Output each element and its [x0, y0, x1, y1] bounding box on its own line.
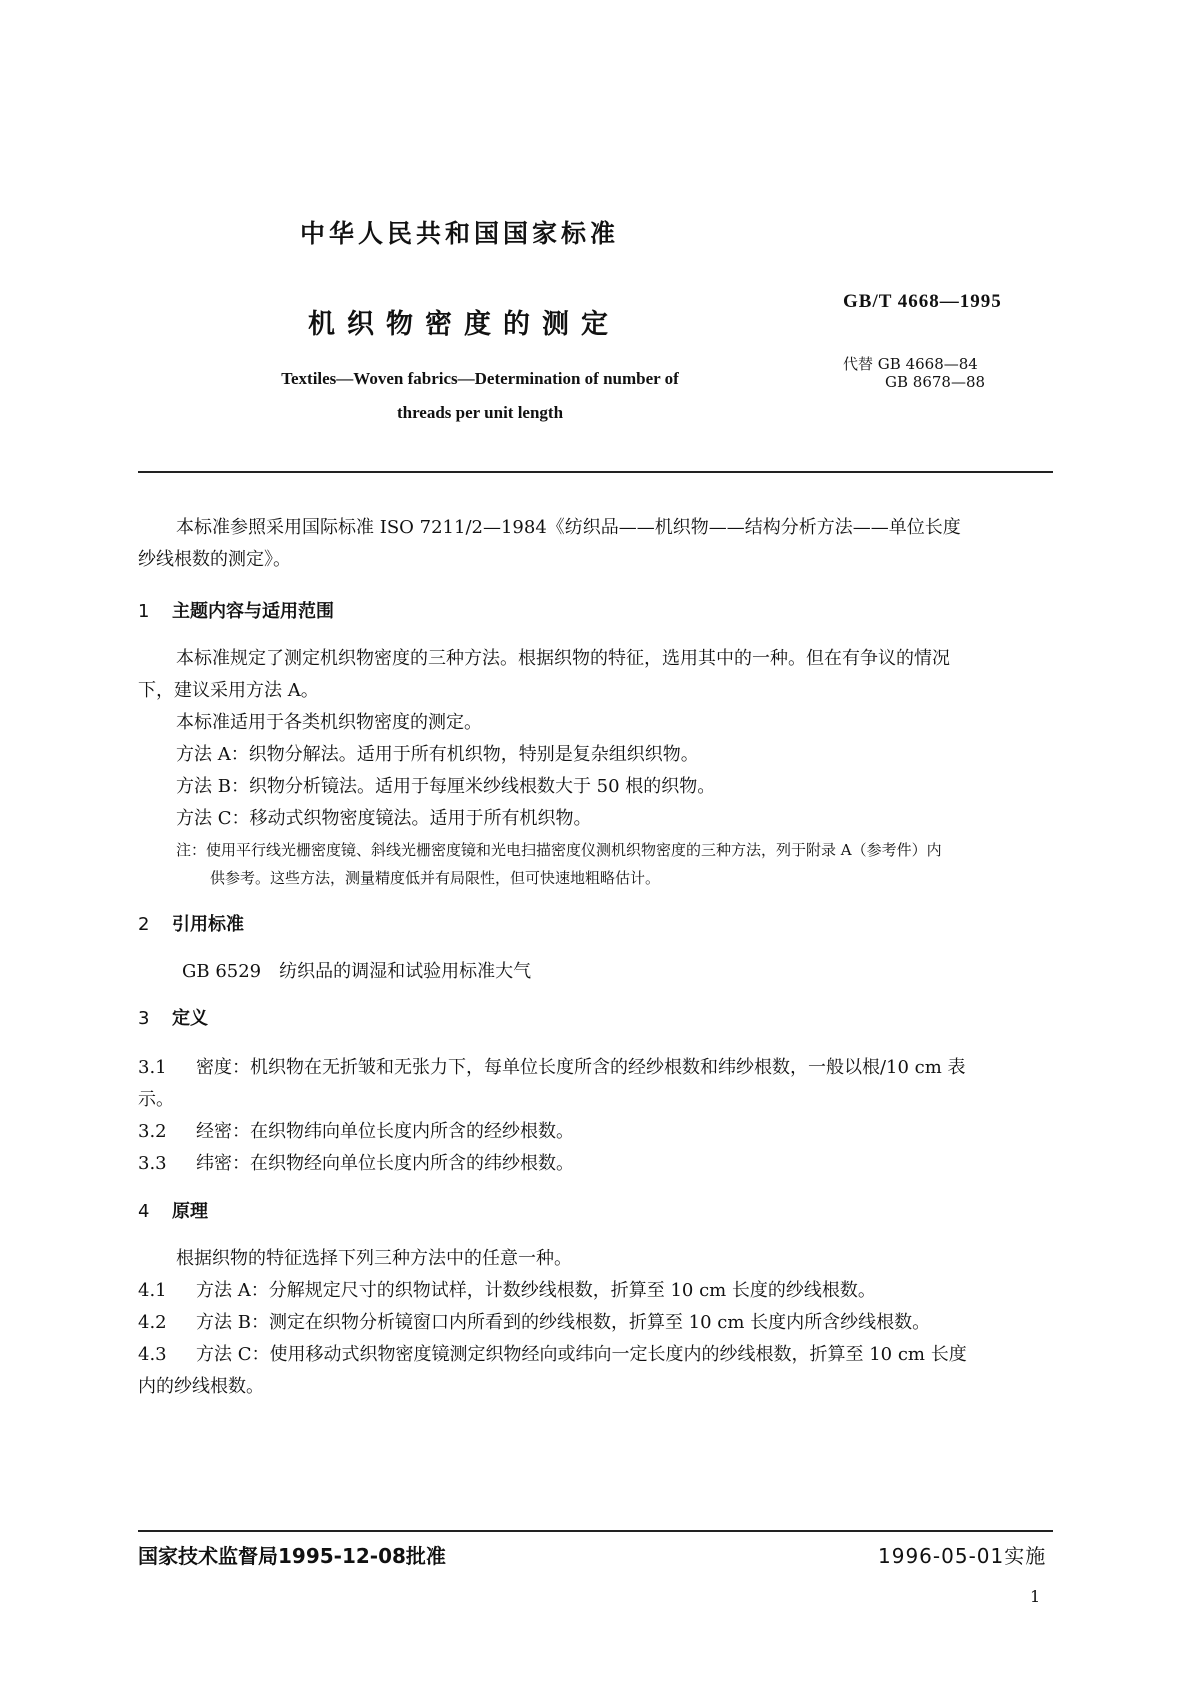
def-3-1-line-2: 示。 — [138, 1089, 174, 1110]
method-c: 方法 C：移动式织物密度镜法。适用于所有机织物。 — [176, 808, 592, 829]
def-3-1-line-1 — [138, 1052, 966, 1084]
section-2-heading — [138, 910, 244, 936]
intro-line-1: 本标准参照采用国际标准 ISO 7211/2—1984《纺织品——机织物——结构分析方法——单位长度 — [176, 517, 961, 538]
s1-p1-line-1: 本标准规定了测定机织物密度的三种方法。根据织物的特征，选用其中的一种。但在有争议的情况 — [176, 648, 950, 669]
footer-divider — [138, 1530, 1053, 1532]
english-title — [200, 362, 760, 430]
national-standard-heading: 中华人民共和国国家标准 — [300, 219, 620, 248]
principle-4-3-line-1 — [138, 1339, 967, 1371]
principle-4-2-number: 4.2 — [138, 1312, 167, 1333]
replaces-block — [843, 355, 985, 391]
principle-4-3-line-2: 内的纱线根数。 — [138, 1376, 264, 1397]
section-1-heading — [138, 597, 334, 623]
section-2-title: 引用标准 — [172, 914, 244, 935]
approval-date: 国家技术监督局1995-12-08批准 — [138, 1544, 446, 1568]
section-3-title: 定义 — [172, 1008, 208, 1029]
principle-4-1 — [138, 1275, 876, 1307]
page-number: 1 — [1030, 1587, 1041, 1606]
referenced-standard: GB 6529 纺织品的调湿和试验用标准大气 — [182, 961, 532, 982]
def-3-2-text: 经密：在织物纬向单位长度内所含的经纱根数。 — [196, 1121, 574, 1142]
def-3-2 — [138, 1116, 574, 1148]
method-b: 方法 B：织物分析镜法。适用于每厘米纱线根数大于 50 根的织物。 — [176, 776, 716, 797]
def-3-1-number: 3.1 — [138, 1057, 167, 1078]
s1-scope: 本标准适用于各类机织物密度的测定。 — [176, 712, 482, 733]
replaces-code-1: GB 4668—84 — [877, 355, 978, 373]
def-3-3 — [138, 1148, 574, 1180]
document-title: 机织物密度的测定 — [308, 309, 620, 340]
section-4-title: 原理 — [172, 1201, 208, 1222]
note-line-1: 注：使用平行线光栅密度镜、斜线光栅密度镜和光电扫描密度仪测机织物密度的三种方法，列于附录 A（参考件）内 — [176, 841, 942, 859]
s1-p1-line-2: 下，建议采用方法 A。 — [138, 680, 319, 701]
replaces-code-2: GB 8678—88 — [885, 373, 986, 391]
section-1-title: 主题内容与适用范围 — [172, 601, 334, 622]
principle-4-1-number: 4.1 — [138, 1280, 167, 1301]
def-3-1-text: 密度：机织物在无折皱和无张力下，每单位长度所含的经纱根数和纬纱根数，一般以根/10 cm 表 — [196, 1057, 966, 1078]
def-3-3-number: 3.3 — [138, 1153, 167, 1174]
note-line-2: 供参考。这些方法，测量精度低并有局限性，但可快速地粗略估计。 — [210, 869, 661, 887]
section-4-heading — [138, 1197, 208, 1223]
section-4-number: 4 — [138, 1201, 150, 1222]
principle-4-2 — [138, 1307, 930, 1339]
principle-4-2-text: 方法 B：测定在织物分析镜窗口内所看到的纱线根数，折算至 10 cm 长度内所含纱线根数。 — [196, 1312, 931, 1333]
def-3-2-number: 3.2 — [138, 1121, 167, 1142]
english-title-line-1: Textiles—Woven fabrics—Determination of number of — [281, 369, 679, 388]
section-2-number: 2 — [138, 914, 150, 935]
effective-date: 1996-05-01实施 — [878, 1544, 1047, 1568]
method-a: 方法 A：织物分解法。适用于所有机织物，特别是复杂组织织物。 — [176, 744, 699, 765]
principle-intro: 根据织物的特征选择下列三种方法中的任意一种。 — [176, 1248, 572, 1269]
standard-code: GB/T 4668—1995 — [843, 291, 1002, 312]
principle-4-3-text: 方法 C：使用移动式织物密度镜测定织物经向或纬向一定长度内的纱线根数，折算至 10 cm 长度 — [196, 1344, 967, 1365]
principle-4-3-number: 4.3 — [138, 1344, 167, 1365]
english-title-line-2: threads per unit length — [396, 403, 564, 422]
section-3-number: 3 — [138, 1008, 150, 1029]
replaces-label: 代替 — [843, 355, 874, 373]
def-3-3-text: 纬密：在织物经向单位长度内所含的纬纱根数。 — [196, 1153, 574, 1174]
section-1-number: 1 — [138, 601, 150, 622]
principle-4-1-text: 方法 A：分解规定尺寸的织物试样，计数纱线根数，折算至 10 cm 长度的纱线根数。 — [196, 1280, 876, 1301]
intro-line-2: 纱线根数的测定》。 — [138, 549, 291, 570]
header-divider — [138, 471, 1053, 473]
section-3-heading — [138, 1004, 208, 1030]
